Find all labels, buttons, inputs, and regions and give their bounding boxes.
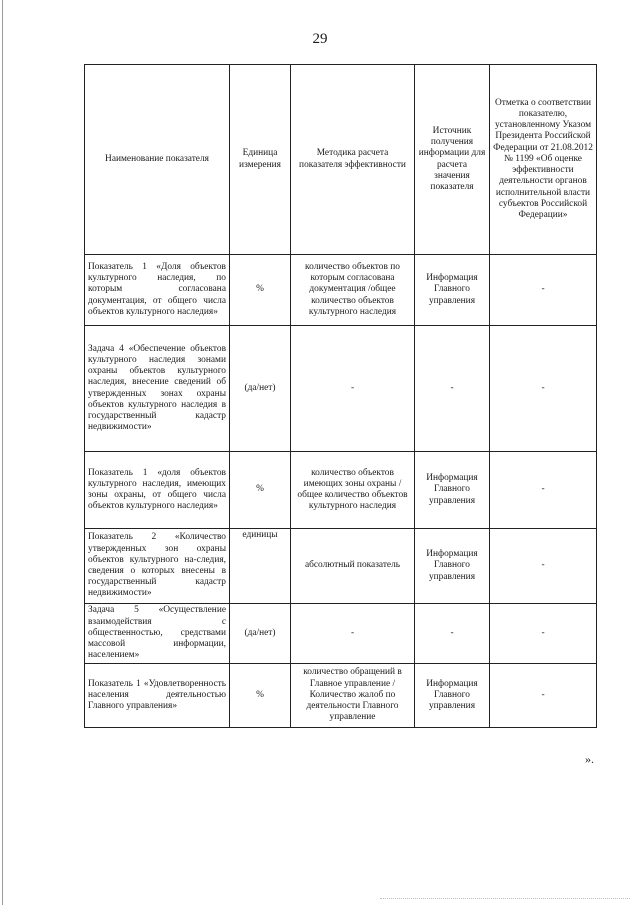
indicator-name: Показатель 1 «Удовлетворенность населения деятельностью Главного управления» <box>85 664 230 728</box>
mark-cell: - <box>490 664 597 728</box>
source-cell: - <box>415 604 490 664</box>
mark-cell: - <box>490 604 597 664</box>
unit-cell: % <box>230 452 291 529</box>
method-cell: количество объектов имеющих зоны охраны /общее количество объектов культурного наследия <box>291 452 415 529</box>
scan-edge-line <box>2 0 3 905</box>
table-row <box>85 529 597 604</box>
closing-quote: ». <box>585 752 594 766</box>
indicator-name: Показатель 1 «доля объектов культурного наследия, имеющих зоны охраны, от общего числа объектов культурного наследия» <box>85 452 230 529</box>
unit-cell: единицы <box>230 529 291 604</box>
scan-artifact <box>380 898 630 902</box>
source-cell: Информация Главного управления <box>415 664 490 728</box>
header-source: Источник получения информации для расчета значения показателя <box>415 65 490 255</box>
header-indicator-name: Наименование показателя <box>85 65 230 255</box>
method-cell: - <box>291 326 415 452</box>
header-compliance-mark: Отметка о соответствии показателю, установленному Указом Президента Российской Федерации от 21.08.2012 № 1199 «Об оценке эффективности деятельности органов исполнительной власти субъектов Российской Федерации» <box>490 65 597 255</box>
table-row <box>85 326 597 452</box>
unit-cell: % <box>230 255 291 326</box>
table-row <box>85 255 597 326</box>
task-name: Задача 4 «Обеспечение объектов культурного наследия зонами охраны объектов культурного наследия, внесение сведений об утвержденных зонах охраны объектов культурного наследия в государственный кадастр недвижимости» <box>85 326 230 452</box>
mark-cell: - <box>490 255 597 326</box>
mark-cell: - <box>490 452 597 529</box>
source-cell: Информация Главного управления <box>415 529 490 604</box>
method-cell: - <box>291 604 415 664</box>
header-unit: Единица измерения <box>230 65 291 255</box>
task-name: Задача 5 «Осуществление взаимодействия с общественностью, средствами массовой информации, населением» <box>85 604 230 664</box>
indicator-name: Показатель 2 «Количество утвержденных зон охраны объектов культурного на-следия, сведения о которых внесены в государственный кадастр недвижимости» <box>85 529 230 604</box>
page-number: 29 <box>312 31 328 47</box>
unit-cell: (да/нет) <box>230 604 291 664</box>
mark-cell: - <box>490 529 597 604</box>
table-row <box>85 452 597 529</box>
method-cell: абсолютный показатель <box>291 529 415 604</box>
header-method: Методика расчета показателя эффективности <box>291 65 415 255</box>
method-cell: количество объектов по которым согласована документация /общее количество объектов культурного наследия <box>291 255 415 326</box>
mark-cell: - <box>490 326 597 452</box>
unit-cell: (да/нет) <box>230 326 291 452</box>
unit-cell: % <box>230 664 291 728</box>
source-cell: - <box>415 326 490 452</box>
table-header-row <box>85 65 597 255</box>
indicators-table <box>84 64 597 728</box>
method-cell: количество обращений в Главное управление / Количество жалоб по деятельности Главного управление <box>291 664 415 728</box>
source-cell: Информация Главного управления <box>415 452 490 529</box>
indicator-name: Показатель 1 «Доля объектов культурного наследия, по которым согласована документация, от общего числа объектов культурного наследия» <box>85 255 230 326</box>
table-row <box>85 664 597 728</box>
source-cell: Информация Главного управления <box>415 255 490 326</box>
table-row <box>85 604 597 664</box>
